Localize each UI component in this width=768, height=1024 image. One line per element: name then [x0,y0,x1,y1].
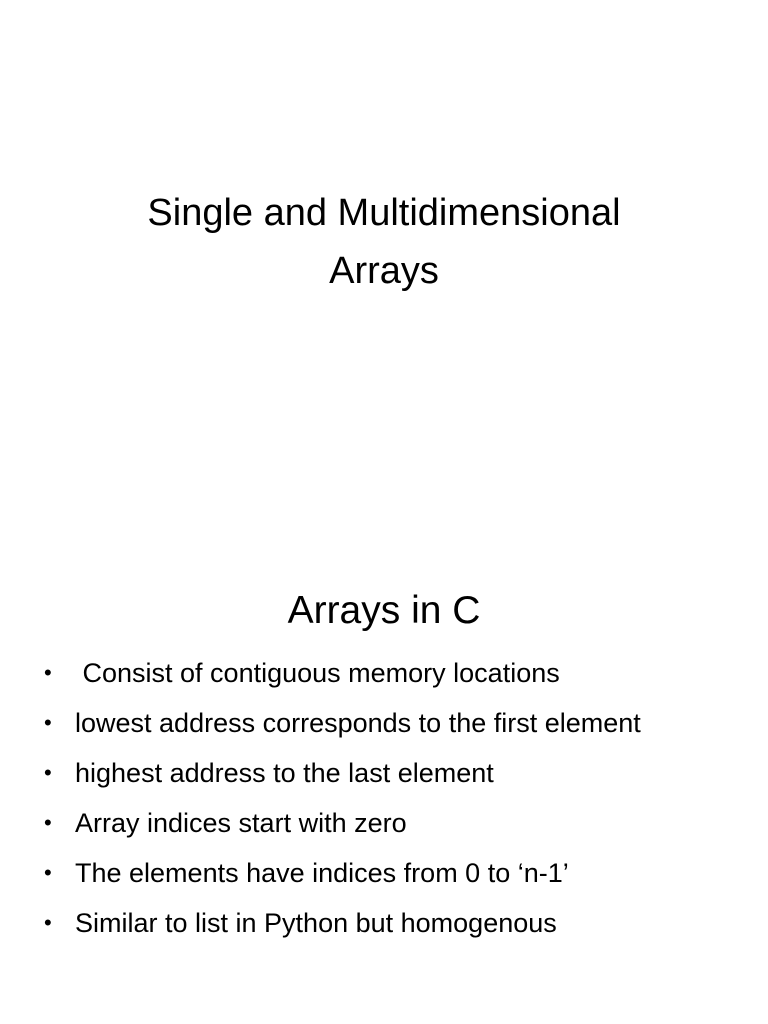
bullet-text: Array indices start with zero [75,808,407,838]
list-item [44,802,734,844]
list-item [44,702,734,744]
slide-arrays-in-c [0,512,768,1024]
list-item [44,752,734,794]
bullet-text: lowest address corresponds to the first element [75,708,641,738]
bullet-text: Consist of contiguous memory locations [75,658,560,688]
list-item [44,902,734,944]
bullet-dot-icon: • [44,760,52,785]
list-item [44,852,734,894]
slide-title-heading [40,184,728,300]
bullet-dot-icon: • [44,710,52,735]
bullet-text: highest address to the last element [75,758,494,788]
bullet-dot-icon: • [44,810,52,835]
list-item [44,652,734,694]
bullet-text: Similar to list in Python but homogenous [75,908,557,938]
title-line-2: Arrays [329,250,439,292]
bullet-text: The elements have indices from 0 to ‘n-1’ [75,858,569,888]
slide-heading: Arrays in C [287,589,481,632]
title-line-1: Single and Multidimensional [147,192,621,234]
bullet-dot-icon: • [44,660,52,685]
bullet-dot-icon: • [44,910,52,935]
bullet-list [44,652,734,952]
bullet-dot-icon: • [44,860,52,885]
